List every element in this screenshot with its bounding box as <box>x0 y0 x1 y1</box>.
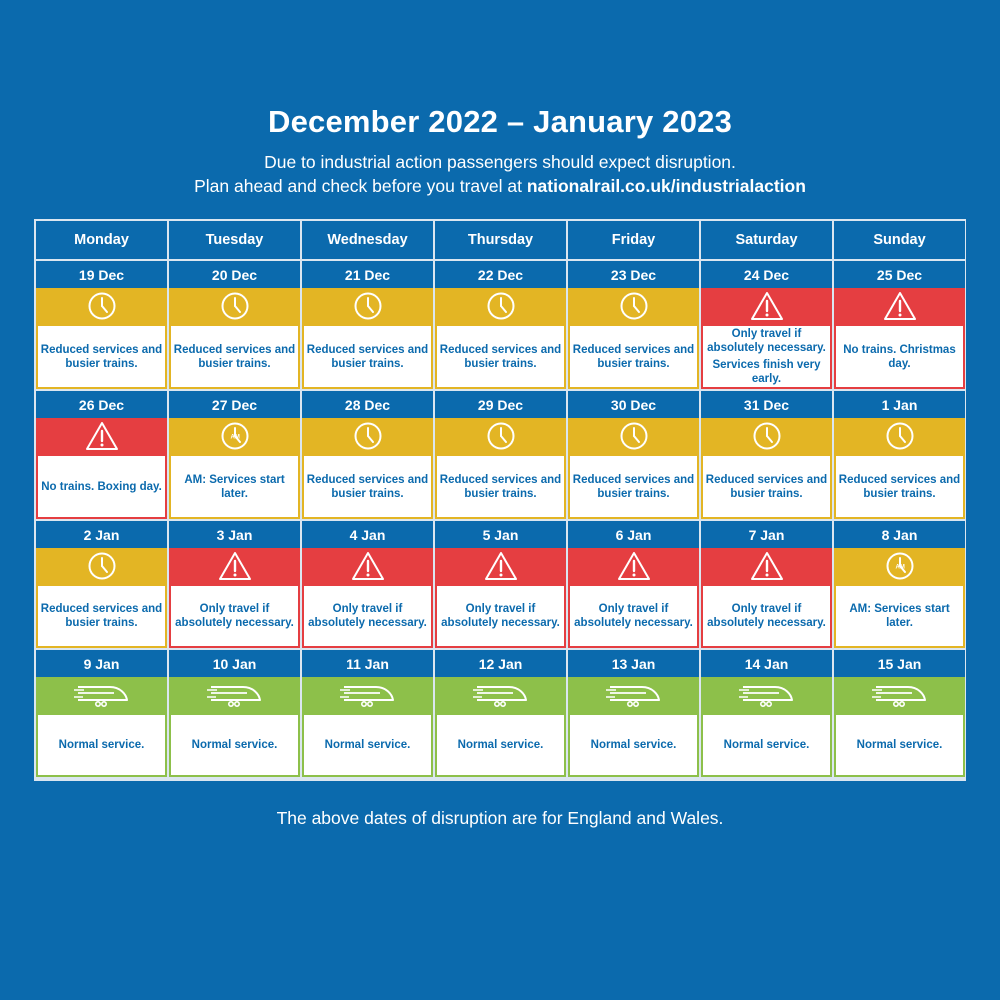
status-text: Normal service. <box>324 739 411 751</box>
status-text: Reduced services and busier trains. <box>838 473 961 500</box>
clock-icon <box>619 421 649 451</box>
day-cell <box>435 391 566 519</box>
date-label: 6 Jan <box>568 521 699 548</box>
date-label: 25 Dec <box>834 261 965 288</box>
warning-icon <box>218 551 252 581</box>
status-text: Normal service. <box>590 739 677 751</box>
date-label: 15 Jan <box>834 650 965 677</box>
status-band-normal <box>435 677 566 713</box>
date-label: 23 Dec <box>568 261 699 288</box>
am-clock-icon <box>885 551 915 581</box>
status-band-reduced <box>302 418 433 454</box>
day-cell <box>701 521 832 648</box>
status-band-reduced <box>435 418 566 454</box>
day-header-sunday: Sunday <box>834 221 965 259</box>
day-cell <box>36 521 167 648</box>
day-cell <box>169 391 300 519</box>
status-band-normal <box>568 677 699 713</box>
status-text: Reduced services and busier trains. <box>439 473 562 500</box>
status-text: Only travel if absolutely necessary. <box>707 603 826 629</box>
date-label: 1 Jan <box>834 391 965 418</box>
status-text: Only travel if absolutely necessary. <box>574 603 693 629</box>
status-band-severe <box>302 548 433 584</box>
status-band-reduced <box>435 288 566 324</box>
subtitle <box>0 150 1000 198</box>
warning-icon <box>484 551 518 581</box>
status-band-reduced <box>701 418 832 454</box>
status-text-box <box>169 454 300 519</box>
svg-text:AM: AM <box>895 564 905 571</box>
day-cell <box>169 521 300 648</box>
status-text-box <box>701 454 832 519</box>
status-text-box <box>568 713 699 777</box>
status-text-box <box>36 454 167 519</box>
date-label: 8 Jan <box>834 521 965 548</box>
status-band-reduced <box>36 288 167 324</box>
status-band-reduced <box>834 548 965 584</box>
date-label: 31 Dec <box>701 391 832 418</box>
date-label: 30 Dec <box>568 391 699 418</box>
status-band-normal <box>834 677 965 713</box>
day-cell <box>834 521 965 648</box>
clock-icon <box>87 551 117 581</box>
date-label: 11 Jan <box>302 650 433 677</box>
status-text: Services finish very early. <box>712 359 821 385</box>
day-cell <box>36 261 167 389</box>
status-text: Normal service. <box>457 739 544 751</box>
status-text: Normal service. <box>191 739 278 751</box>
am-clock-icon <box>220 421 250 451</box>
status-band-normal <box>169 677 300 713</box>
status-band-reduced <box>169 418 300 454</box>
status-text: Only travel if absolutely necessary. <box>707 328 826 354</box>
status-text: Reduced services and busier trains. <box>572 473 695 500</box>
clock-icon <box>87 291 117 321</box>
date-label: 22 Dec <box>435 261 566 288</box>
status-text: No trains. Boxing day. <box>41 480 162 493</box>
date-label: 29 Dec <box>435 391 566 418</box>
status-text: Reduced services and busier trains. <box>40 343 163 370</box>
status-text: Normal service. <box>856 739 943 751</box>
status-band-severe <box>568 548 699 584</box>
status-text-box <box>169 584 300 648</box>
clock-icon <box>619 291 649 321</box>
train-icon <box>340 681 396 709</box>
status-text-box <box>435 454 566 519</box>
day-cell <box>435 650 566 777</box>
status-text: Normal service. <box>58 739 145 751</box>
date-label: 9 Jan <box>36 650 167 677</box>
date-label: 14 Jan <box>701 650 832 677</box>
train-icon <box>473 681 529 709</box>
status-band-reduced <box>834 418 965 454</box>
footer-note: The above dates of disruption are for England and Wales. <box>276 808 724 828</box>
day-cell <box>568 391 699 519</box>
status-text: Only travel if absolutely necessary. <box>175 603 294 629</box>
status-text-box <box>568 454 699 519</box>
day-cell <box>834 650 965 777</box>
status-text: AM: Services start later. <box>184 473 285 500</box>
date-label: 26 Dec <box>36 391 167 418</box>
status-text: Only travel if absolutely necessary. <box>441 603 560 629</box>
train-icon <box>74 681 130 709</box>
status-text: Reduced services and busier trains. <box>173 343 296 370</box>
day-cell <box>302 650 433 777</box>
date-label: 13 Jan <box>568 650 699 677</box>
day-cell <box>169 261 300 389</box>
day-cell <box>169 650 300 777</box>
date-label: 10 Jan <box>169 650 300 677</box>
status-band-severe <box>834 288 965 324</box>
status-text-box <box>302 713 433 777</box>
status-text: Normal service. <box>723 739 810 751</box>
status-band-severe <box>701 548 832 584</box>
warning-icon <box>883 291 917 321</box>
clock-icon <box>220 291 250 321</box>
svg-text:AM: AM <box>230 434 240 441</box>
status-band-severe <box>701 288 832 324</box>
clock-icon <box>752 421 782 451</box>
status-band-reduced <box>302 288 433 324</box>
date-label: 24 Dec <box>701 261 832 288</box>
status-band-reduced <box>568 418 699 454</box>
date-label: 12 Jan <box>435 650 566 677</box>
day-header-monday: Monday <box>36 221 167 259</box>
status-text: Reduced services and busier trains. <box>705 473 828 500</box>
day-cell <box>834 261 965 389</box>
status-text: Reduced services and busier trains. <box>306 473 429 500</box>
day-cell <box>36 650 167 777</box>
status-text-box <box>701 584 832 648</box>
status-text-box <box>302 584 433 648</box>
disruption-calendar <box>34 219 966 781</box>
status-text: No trains. Christmas day. <box>843 343 956 370</box>
status-text-box <box>36 713 167 777</box>
day-cell <box>834 391 965 519</box>
status-text-box <box>36 324 167 389</box>
status-band-severe <box>435 548 566 584</box>
clock-icon <box>486 291 516 321</box>
warning-icon <box>750 551 784 581</box>
status-band-reduced <box>568 288 699 324</box>
day-cell <box>302 261 433 389</box>
status-text: Reduced services and busier trains. <box>40 603 163 629</box>
subtitle-prefix: Plan ahead and check before you travel at <box>194 176 527 196</box>
subtitle-line-2 <box>0 174 1000 198</box>
status-text-box <box>169 324 300 389</box>
clock-icon <box>885 421 915 451</box>
status-text-box <box>834 713 965 777</box>
clock-icon <box>353 421 383 451</box>
day-header-tuesday: Tuesday <box>169 221 300 259</box>
warning-icon <box>750 291 784 321</box>
day-cell <box>36 391 167 519</box>
status-text-box <box>169 713 300 777</box>
status-text: Reduced services and busier trains. <box>572 343 695 370</box>
date-label: 3 Jan <box>169 521 300 548</box>
status-text-box <box>435 584 566 648</box>
train-icon <box>739 681 795 709</box>
date-label: 21 Dec <box>302 261 433 288</box>
status-band-normal <box>36 677 167 713</box>
warning-icon <box>351 551 385 581</box>
day-cell <box>568 261 699 389</box>
clock-icon <box>353 291 383 321</box>
day-header-friday: Friday <box>568 221 699 259</box>
status-text-box <box>701 324 832 389</box>
status-text-box <box>834 584 965 648</box>
status-text: Reduced services and busier trains. <box>439 343 562 370</box>
status-band-severe <box>169 548 300 584</box>
date-label: 2 Jan <box>36 521 167 548</box>
date-label: 5 Jan <box>435 521 566 548</box>
day-header-thursday: Thursday <box>435 221 566 259</box>
status-text: Reduced services and busier trains. <box>306 343 429 370</box>
status-text-box <box>435 324 566 389</box>
day-cell <box>435 261 566 389</box>
warning-icon <box>617 551 651 581</box>
status-text-box <box>834 324 965 389</box>
date-label: 27 Dec <box>169 391 300 418</box>
clock-icon <box>486 421 516 451</box>
status-text: AM: Services start later. <box>849 603 950 629</box>
day-header-wednesday: Wednesday <box>302 221 433 259</box>
status-text-box <box>36 584 167 648</box>
date-label: 28 Dec <box>302 391 433 418</box>
date-label: 19 Dec <box>36 261 167 288</box>
day-cell <box>701 261 832 389</box>
status-band-severe <box>36 418 167 454</box>
status-text-box <box>302 324 433 389</box>
status-text-box <box>568 324 699 389</box>
status-text-box <box>302 454 433 519</box>
status-text-box <box>568 584 699 648</box>
day-cell <box>435 521 566 648</box>
day-cell <box>701 650 832 777</box>
day-cell <box>568 521 699 648</box>
date-label: 20 Dec <box>169 261 300 288</box>
train-icon <box>606 681 662 709</box>
date-label: 7 Jan <box>701 521 832 548</box>
industrial-action-link[interactable]: nationalrail.co.uk/industrialaction <box>526 176 806 196</box>
train-icon <box>872 681 928 709</box>
status-band-reduced <box>169 288 300 324</box>
subtitle-line-1: Due to industrial action passengers should expect disruption. <box>264 152 736 172</box>
status-text: Only travel if absolutely necessary. <box>308 603 427 629</box>
status-band-normal <box>701 677 832 713</box>
status-text-box <box>435 713 566 777</box>
status-text-box <box>701 713 832 777</box>
day-cell <box>302 521 433 648</box>
day-cell <box>701 391 832 519</box>
page-title: December 2022 – January 2023 <box>267 104 733 139</box>
date-label: 4 Jan <box>302 521 433 548</box>
status-band-reduced <box>36 548 167 584</box>
warning-icon <box>85 421 119 451</box>
day-cell <box>568 650 699 777</box>
train-icon <box>207 681 263 709</box>
day-header-saturday: Saturday <box>701 221 832 259</box>
day-cell <box>302 391 433 519</box>
status-band-normal <box>302 677 433 713</box>
status-text-box <box>834 454 965 519</box>
